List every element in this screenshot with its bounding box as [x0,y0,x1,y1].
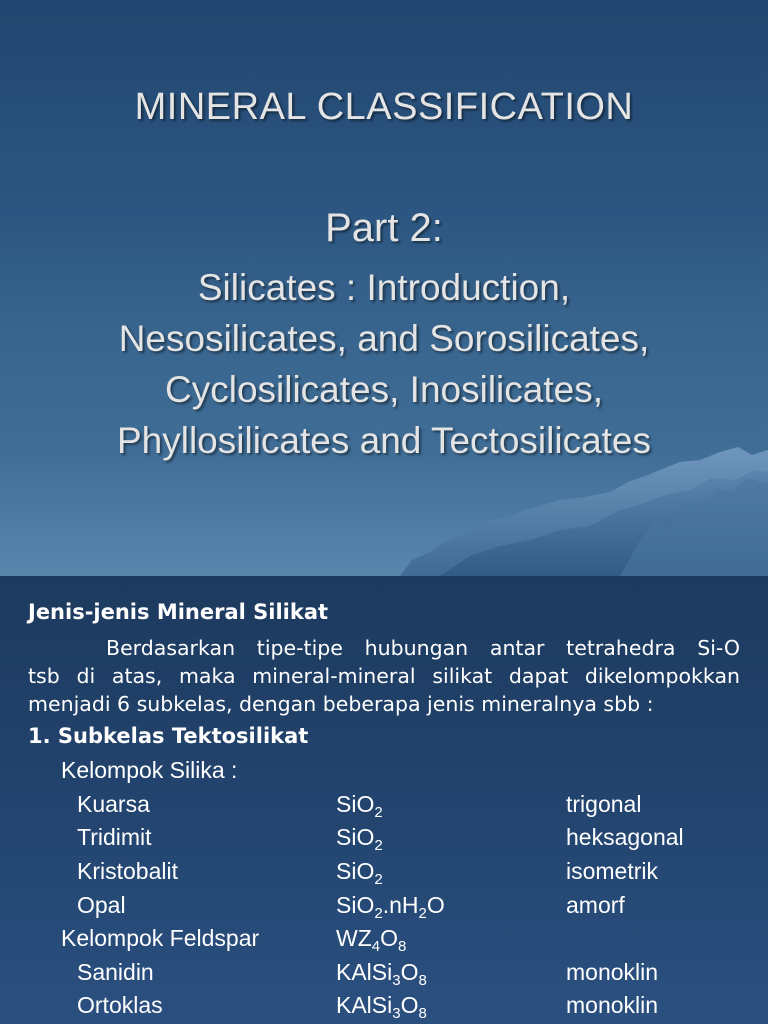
subtitle-line: Nesosilicates, and Sorosilicates, [118,318,650,359]
group-label-feldspar: Kelompok Feldspar [61,925,260,951]
slide-subtitle [0,262,768,466]
mineral-row [0,824,768,856]
mineral-row [0,992,768,1024]
subclass-heading: 1. Subkelas Tektosilikat [28,724,309,748]
crystal-system: monoklin [566,959,659,985]
paragraph-line: menjadi 6 subkelas, dengan beberapa jenis mineralnya sbb : [28,692,654,716]
mineral-name: Sanidin [77,959,154,985]
slide-title: MINERAL CLASSIFICATION [134,86,634,128]
subtitle-line: Phyllosilicates and Tectosilicates [116,420,652,461]
mineral-row [0,959,768,991]
mineral-formula: SiO$_2$ [336,858,383,888]
mineral-name: Kristobalit [77,858,178,884]
crystal-system: monoklin [566,992,659,1018]
group-formula: $WZ_4O_8$ [336,925,407,955]
crystal-system: trigonal [566,791,642,817]
part-label: Part 2: [325,206,443,250]
paragraph-line [28,634,740,662]
crystal-system: heksagonal [566,824,684,850]
mineral-formula: $KAlSi_3O_8$ [336,992,427,1022]
mineral-name: Opal [77,892,126,918]
content-slide [0,576,768,1024]
mineral-formula: SiO$_2$ [336,791,383,821]
mineral-row [0,791,768,823]
group-row-feldspar [0,925,768,957]
crystal-system: amorf [566,892,625,918]
section-heading: Jenis-jenis Mineral Silikat [28,600,329,624]
subtitle-line: Cyclosilicates, Inosilicates, [165,369,603,410]
mineral-name: Tridimit [77,824,152,850]
mineral-row [0,892,768,924]
group-label-silika: Kelompok Silika : [61,757,238,783]
mineral-formula: SiO$_2$ [336,824,383,854]
mineral-name: Ortoklas [77,992,163,1018]
subtitle-line: Silicates : Introduction, [197,267,571,308]
mineral-name: Kuarsa [77,791,150,817]
intro-paragraph [28,634,740,718]
mineral-formula: $SiO_2.nH_2O$ [336,892,445,922]
paragraph-line-text: Berdasarkan tipe-tipe hubungan antar tetrahedra Si-O [106,636,740,660]
crystal-system: isometrik [566,858,659,884]
mineral-row [0,858,768,890]
paragraph-line: tsb di atas, maka mineral-mineral silikat dapat dikelompokkan [28,664,740,688]
mineral-formula: $KAlSi_3O_8$ [336,959,427,989]
